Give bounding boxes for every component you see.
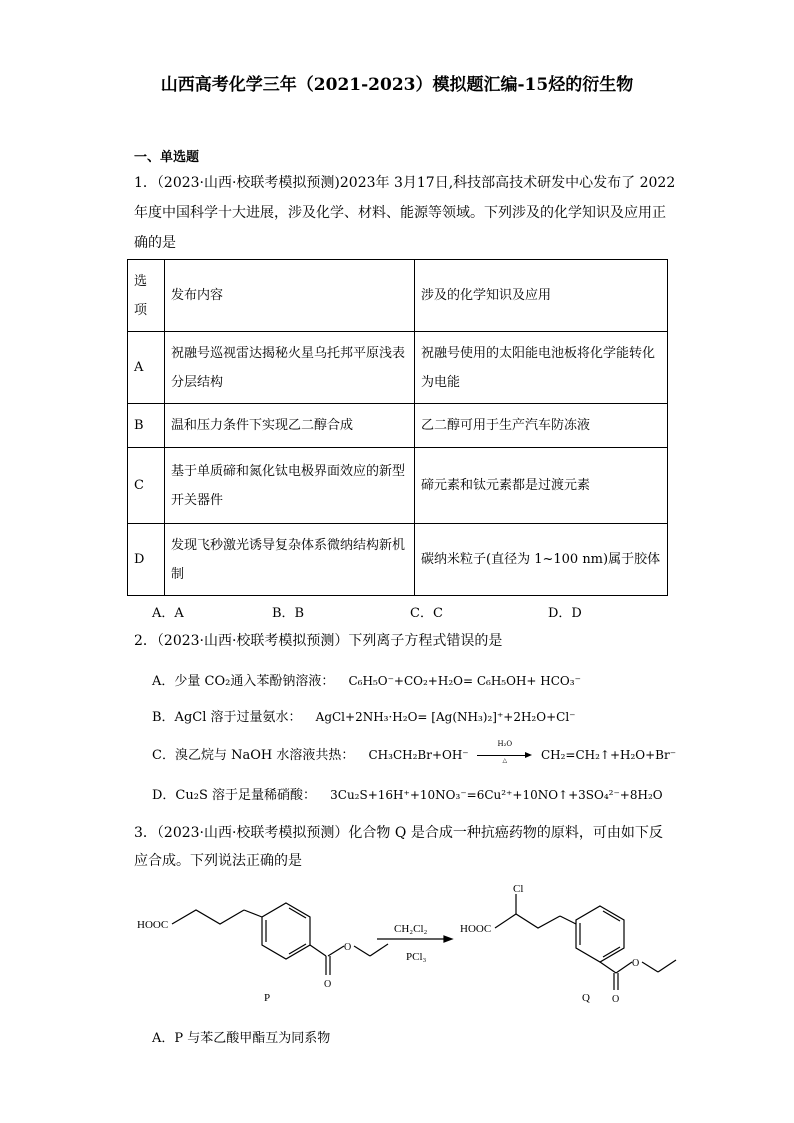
table-header-row <box>128 260 668 332</box>
table-row <box>128 332 668 404</box>
section-heading: 一、单选题 <box>134 150 200 165</box>
q1-stem-line2: 年度中国科学十大进展，涉及化学、材料、能源等领域。下列涉及的化学知识及应用正 <box>134 205 666 221</box>
q1-choice-c[interactable]: C．C <box>410 606 443 621</box>
q2-choice-b-label: B．AgCl 溶于过量氨水： <box>152 710 302 725</box>
q2-choice-b[interactable] <box>152 706 576 725</box>
q-acid-group: HOOC <box>460 923 492 935</box>
table-row <box>128 404 668 448</box>
table-header-cell: 涉及的化学知识及应用 <box>415 260 668 332</box>
q2-choice-a-equation: C₆H₅O⁻+CO₂+H₂O= C₆H₅OH+ HCO₃⁻ <box>348 674 581 688</box>
q2-stem: 2．（2023·山西·校联考模拟预测）下列离子方程式错误的是 <box>134 633 503 649</box>
q3-choice-a[interactable]: A．P 与苯乙酸甲酯互为同系物 <box>152 1031 331 1046</box>
table-cell-knowledge: 碲元素和钛元素都是过渡元素 <box>415 448 668 524</box>
q2-choice-c-label: C．溴乙烷与 NaOH 水溶液共热： <box>152 748 355 763</box>
p-chain-bonds <box>172 910 244 924</box>
table-row <box>128 448 668 524</box>
table-cell-knowledge: 碳纳米粒子(直径为 1~100 nm)属于胶体 <box>415 524 668 596</box>
p-acid-group: HOOC <box>137 919 169 931</box>
table-cell-knowledge: 祝融号使用的太阳能电池板将化学能转化为电能 <box>415 332 668 404</box>
q-ester-o: O <box>632 958 640 969</box>
table-cell-content: 基于单质碲和氮化钛电极界面效应的新型开关器件 <box>165 448 415 524</box>
q1-choice-b[interactable]: B．B <box>272 606 305 621</box>
table-cell-knowledge: 乙二醇可用于生产汽车防冻液 <box>415 404 668 448</box>
reagent-top: CH₂Cl₂ <box>394 923 428 935</box>
table-cell-content: 祝融号巡视雷达揭秘火星乌托邦平原浅表分层结构 <box>165 332 415 404</box>
table-header-cell: 发布内容 <box>165 260 415 332</box>
q1-table <box>127 259 668 596</box>
p-label: P <box>264 992 271 1004</box>
reaction-scheme-diagram <box>130 876 700 1016</box>
q2-choice-a[interactable] <box>152 670 581 689</box>
p-benzene-ring <box>262 903 310 959</box>
q3-stem-line1: 3．（2023·山西·校联考模拟预测）化合物 Q 是合成一种抗癌药物的原料，可由如下反 <box>134 825 663 841</box>
reagent-bottom: PCl₃ <box>406 951 427 963</box>
q2-choice-c-left: CH₃CH₂Br+OH⁻ <box>368 748 469 762</box>
q3-stem-line2: 应合成。下列说法正确的是 <box>134 853 302 869</box>
arrow-condition-bottom: △ <box>502 756 508 764</box>
table-header-cell: 选项 <box>128 260 165 332</box>
table-cell-content: 温和压力条件下实现乙二醇合成 <box>165 404 415 448</box>
q2-choice-d-label: D．Cu₂S 溶于足量稀硝酸： <box>152 788 316 803</box>
page-title: 山西高考化学三年（2021-2023）模拟题汇编-15烃的衍生物 <box>160 75 634 95</box>
q2-choice-b-equation: AgCl+2NH₃·H₂O= [Ag(NH₃)₂]⁺+2H₂O+Cl⁻ <box>315 710 576 724</box>
p-carbonyl-o: O <box>324 979 332 990</box>
q2-choice-d[interactable] <box>152 784 663 803</box>
q1-stem-line3: 确的是 <box>134 235 176 251</box>
q-label: Q <box>582 992 590 1004</box>
table-cell-option: C <box>128 448 165 524</box>
q1-stem-line1: 1．（2023·山西·校联考模拟预测)2023年 3月17日,科技部高技术研发中心发布了 2022 <box>134 175 676 191</box>
q2-choice-c-right: CH₂=CH₂↑+H₂O+Br⁻ <box>540 748 677 762</box>
arrow-condition-top: H₂O <box>497 739 513 748</box>
q2-choice-c[interactable] <box>152 739 677 764</box>
table-cell-option: D <box>128 524 165 596</box>
q2-choice-a-label: A．少量 CO₂通入苯酚钠溶液： <box>152 674 335 689</box>
q-carbonyl-o: O <box>612 994 620 1005</box>
q-cl-label: Cl <box>513 883 524 895</box>
p-ester-o: O <box>344 942 352 953</box>
q2-choice-d-equation: 3Cu₂S+16H⁺+10NO₃⁻=6Cu²⁺+10NO↑+3SO₄²⁻+8H₂O <box>330 788 663 802</box>
reaction-arrow-icon <box>477 739 533 764</box>
table-cell-content: 发现飞秒激光诱导复杂体系微纳结构新机制 <box>165 524 415 596</box>
table-cell-option: B <box>128 404 165 448</box>
table-row <box>128 524 668 596</box>
q1-choice-d[interactable]: D．D <box>548 606 582 621</box>
table-cell-option: A <box>128 332 165 404</box>
q1-choice-a[interactable]: A．A <box>152 606 184 621</box>
